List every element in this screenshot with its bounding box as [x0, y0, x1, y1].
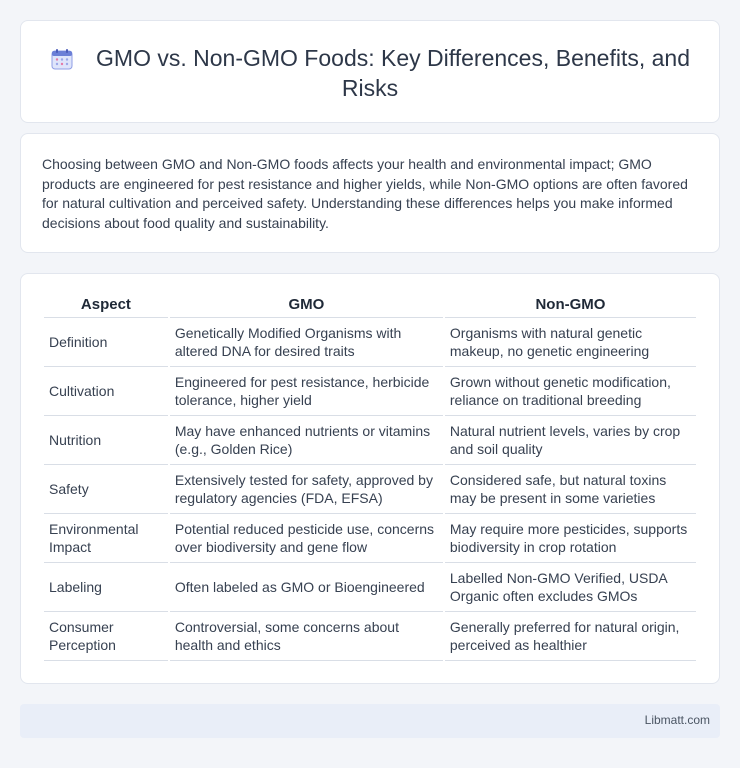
cell-aspect: Nutrition	[44, 416, 168, 465]
header-aspect: Aspect	[44, 294, 168, 318]
cell-aspect: Cultivation	[44, 367, 168, 416]
intro-card	[20, 133, 720, 253]
intro-paragraph: Choosing between GMO and Non-GMO foods affects your health and environmental impact; GMO products are engineered for pest resistance and higher yields, while Non-GMO options are often favored for natural cultivation and perceived safety. Understanding these differences helps you make informed decisions about food quality and sustainability.	[42, 156, 688, 231]
calendar-icon	[50, 47, 74, 71]
cell-aspect: Consumer Perception	[44, 612, 168, 661]
cell-aspect: Definition	[44, 318, 168, 367]
cell-gmo: May have enhanced nutrients or vitamins (e.g., Golden Rice)	[170, 416, 443, 465]
cell-aspect: Environmental Impact	[44, 514, 168, 563]
cell-gmo: Potential reduced pesticide use, concerns over biodiversity and gene flow	[170, 514, 443, 563]
table-row	[44, 367, 696, 416]
cell-aspect: Safety	[44, 465, 168, 514]
cell-gmo: Controversial, some concerns about health and ethics	[170, 612, 443, 661]
comparison-table	[42, 294, 698, 661]
title-wrap	[21, 43, 719, 103]
title-card	[20, 20, 720, 123]
cell-gmo: Engineered for pest resistance, herbicide tolerance, higher yield	[170, 367, 443, 416]
cell-non-gmo: Considered safe, but natural toxins may be present in some varieties	[445, 465, 696, 514]
header-non-gmo: Non-GMO	[445, 294, 696, 318]
cell-gmo: Often labeled as GMO or Bioengineered	[170, 563, 443, 612]
cell-non-gmo: Natural nutrient levels, varies by crop and soil quality	[445, 416, 696, 465]
footer-site-link[interactable]: Libmatt.com	[644, 713, 710, 727]
footer-bar	[20, 704, 720, 738]
cell-aspect: Labeling	[44, 563, 168, 612]
table-row	[44, 563, 696, 612]
cell-non-gmo: Grown without genetic modification, reliance on traditional breeding	[445, 367, 696, 416]
cell-non-gmo: Organisms with natural genetic makeup, no genetic engineering	[445, 318, 696, 367]
table-row	[44, 465, 696, 514]
table-card	[20, 273, 720, 684]
cell-non-gmo: Generally preferred for natural origin, perceived as healthier	[445, 612, 696, 661]
page-title: GMO vs. Non-GMO Foods: Key Differences, Benefits, and Risks	[96, 45, 690, 101]
cell-non-gmo: Labelled Non-GMO Verified, USDA Organic often excludes GMOs	[445, 563, 696, 612]
table-row	[44, 416, 696, 465]
table-row	[44, 318, 696, 367]
table-row	[44, 514, 696, 563]
table-header-row	[44, 294, 696, 318]
header-gmo: GMO	[170, 294, 443, 318]
cell-gmo: Extensively tested for safety, approved by regulatory agencies (FDA, EFSA)	[170, 465, 443, 514]
cell-gmo: Genetically Modified Organisms with altered DNA for desired traits	[170, 318, 443, 367]
table-row	[44, 612, 696, 661]
cell-non-gmo: May require more pesticides, supports biodiversity in crop rotation	[445, 514, 696, 563]
